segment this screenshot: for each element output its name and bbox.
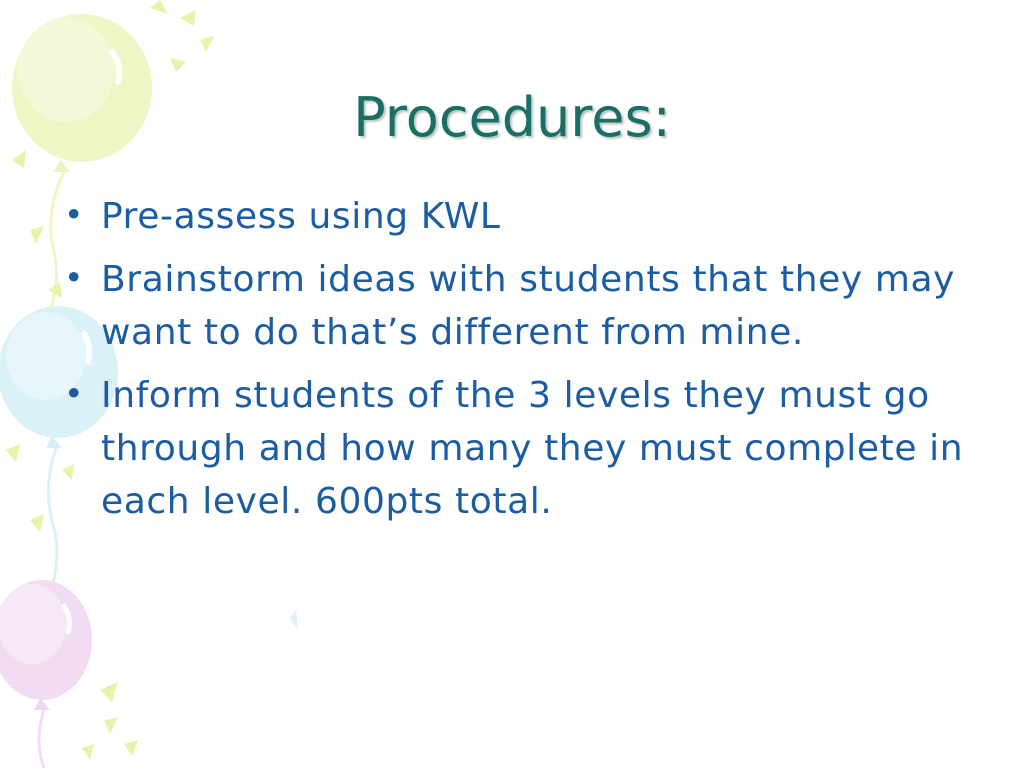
bullet-text: Brainstorm ideas with students that they may want to do that’s different from mine.: [101, 259, 956, 353]
balloon-icon-purple: [0, 580, 92, 768]
bullet-icon: •: [64, 374, 84, 413]
slide-title: Procedures:: [353, 86, 671, 149]
bullet-icon: •: [64, 258, 84, 297]
bullet-icon: •: [64, 195, 84, 234]
bullet-item: [64, 369, 964, 528]
bullet-item: [64, 190, 964, 243]
bullet-text: Inform students of the 3 levels they must go through and how many they must complete in each level. 600pts total.: [101, 375, 964, 522]
bullet-item: [64, 253, 964, 359]
bullet-text: Pre-assess using KWL: [101, 196, 501, 237]
bullet-list: [64, 190, 964, 538]
